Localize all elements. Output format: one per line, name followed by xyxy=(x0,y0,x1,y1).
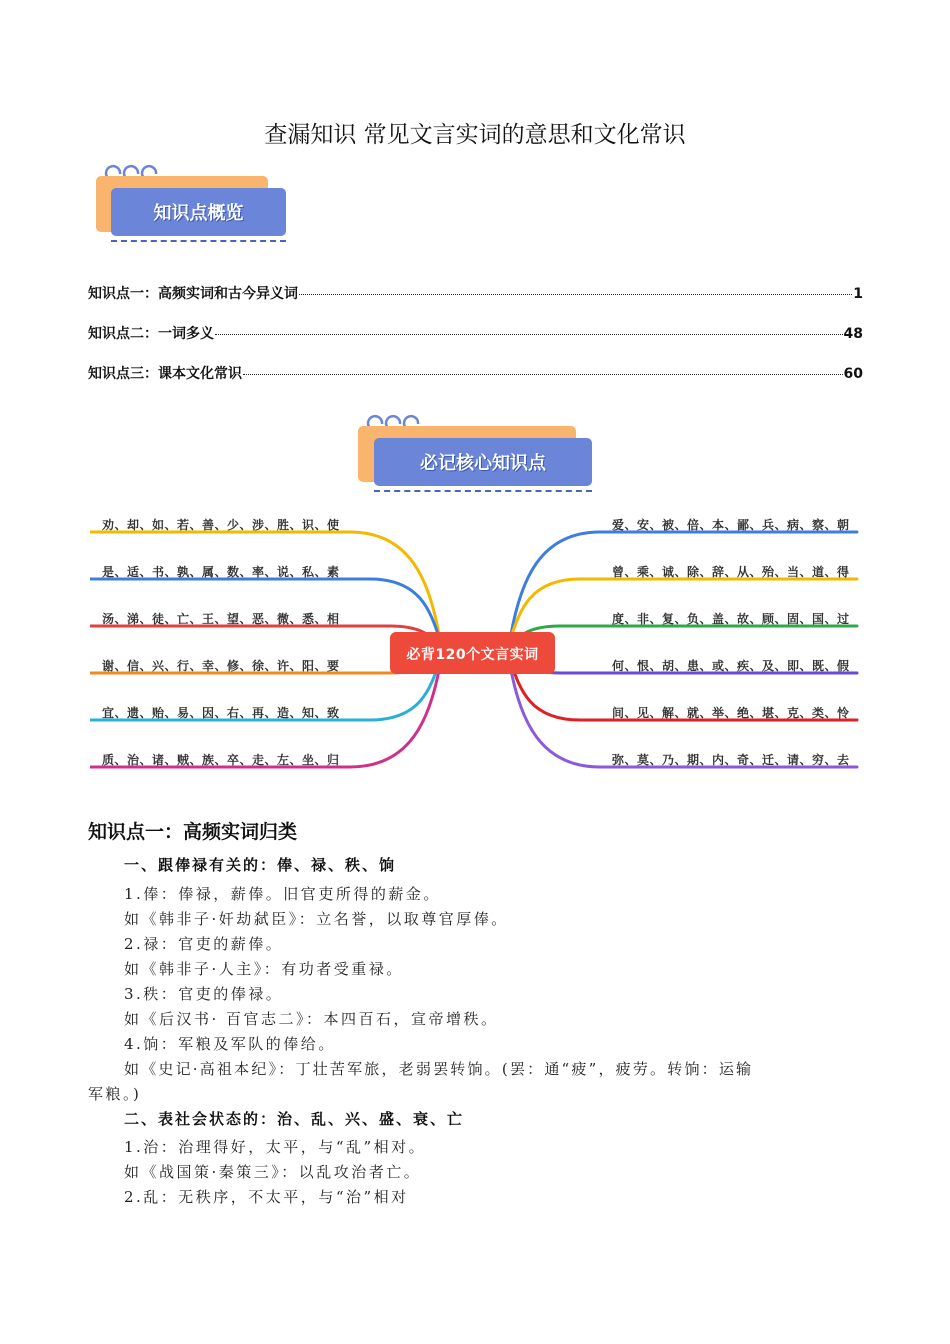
body-line: 如《战国策·秦策三》：以乱攻治者亡。 xyxy=(124,1163,422,1181)
body-line: 如《史记·高祖本纪》：丁壮苦军旅，老弱罢转饷。(罢：通“疲”，疲劳。转饷：运输 xyxy=(124,1060,754,1078)
toc-entry-2[interactable] xyxy=(88,323,863,343)
body-line: 如《韩非子·人主》：有功者受重禄。 xyxy=(124,960,404,978)
mindmap-leaf-right-3: 度、非、复、负、盖、故、顾、固、国、过 xyxy=(612,612,850,626)
branch-line-l3 xyxy=(90,626,440,645)
mindmap-leaf-right-5: 间、见、解、就、举、绝、堪、克、类、怜 xyxy=(612,706,850,720)
core-badge-label: 必记核心知识点 xyxy=(374,438,592,486)
body-line: 4.饷：军粮及军队的俸给。 xyxy=(124,1035,336,1053)
mindmap-leaf-right-2: 曾、乘、诚、除、辞、从、殆、当、道、得 xyxy=(612,565,850,579)
toc-label: 知识点一：高频实词和古今异义词 xyxy=(88,286,298,302)
mindmap-leaf-left-1: 劝、却、如、若、善、少、涉、胜、识、使 xyxy=(102,518,340,532)
mindmap-leaf-right-4: 何、恨、胡、患、或、疾、及、即、既、假 xyxy=(612,659,850,673)
toc-page: 60 xyxy=(843,366,863,382)
section-heading: 知识点一：高频实词归类 xyxy=(88,821,298,843)
subheading: 一、跟俸禄有关的：俸、禄、秩、饷 xyxy=(124,856,397,874)
mindmap-leaf-left-6: 质、治、诸、贼、族、卒、走、左、坐、归 xyxy=(102,753,340,767)
mindmap-center: 必背120个文言实词 xyxy=(406,647,539,663)
mindmap-leaf-left-3: 汤、涕、徒、亡、王、望、恶、微、悉、相 xyxy=(102,612,340,626)
page-title: 查漏知识 常见文言实词的意思和文化常识 xyxy=(264,122,686,148)
subheading: 二、表社会状态的：治、乱、兴、盛、衰、亡 xyxy=(124,1110,465,1128)
mindmap-leaf-left-2: 是、适、书、孰、属、数、率、说、私、素 xyxy=(102,565,340,579)
body-line: 如《韩非子·奸劫弑臣》：立名誉，以取尊官厚俸。 xyxy=(124,910,509,928)
body-line: 军粮。) xyxy=(88,1085,142,1103)
toc-page: 1 xyxy=(853,286,863,302)
mindmap-leaf-right-1: 爱、安、被、倍、本、鄙、兵、病、察、朝 xyxy=(612,518,850,532)
body-line: 3.秩：官吏的俸禄。 xyxy=(124,985,284,1003)
toc-entry-3[interactable] xyxy=(88,363,863,383)
body-line: 2.禄：官吏的薪俸。 xyxy=(124,935,284,953)
mindmap xyxy=(90,500,860,780)
mindmap-leaf-left-4: 谢、信、兴、行、幸、修、徐、许、阳、要 xyxy=(102,659,340,673)
core-badge xyxy=(358,422,594,494)
body-line: 2.乱：无秩序，不太平，与“治”相对 xyxy=(124,1188,409,1206)
toc-label: 知识点二：一词多义 xyxy=(88,326,214,342)
mindmap-leaf-left-5: 宜、遗、贻、易、因、右、再、造、知、致 xyxy=(102,706,340,720)
overview-badge-label: 知识点概览 xyxy=(111,188,286,236)
body-line: 1.俸：俸禄，薪俸。旧官吏所得的薪金。 xyxy=(124,885,441,903)
toc-entry-1[interactable] xyxy=(88,283,863,303)
mindmap-leaf-right-6: 弥、莫、乃、期、内、奇、迁、请、穷、去 xyxy=(612,753,850,767)
overview-badge xyxy=(96,172,288,244)
toc-label: 知识点三：课本文化常识 xyxy=(88,366,242,382)
branch-line-r3 xyxy=(510,626,857,645)
body-line: 如《后汉书· 百官志二》：本四百石，宣帝增秩。 xyxy=(124,1010,499,1028)
toc-page: 48 xyxy=(843,326,863,342)
body-line: 1.治：治理得好，太平，与“乱”相对。 xyxy=(124,1138,427,1156)
